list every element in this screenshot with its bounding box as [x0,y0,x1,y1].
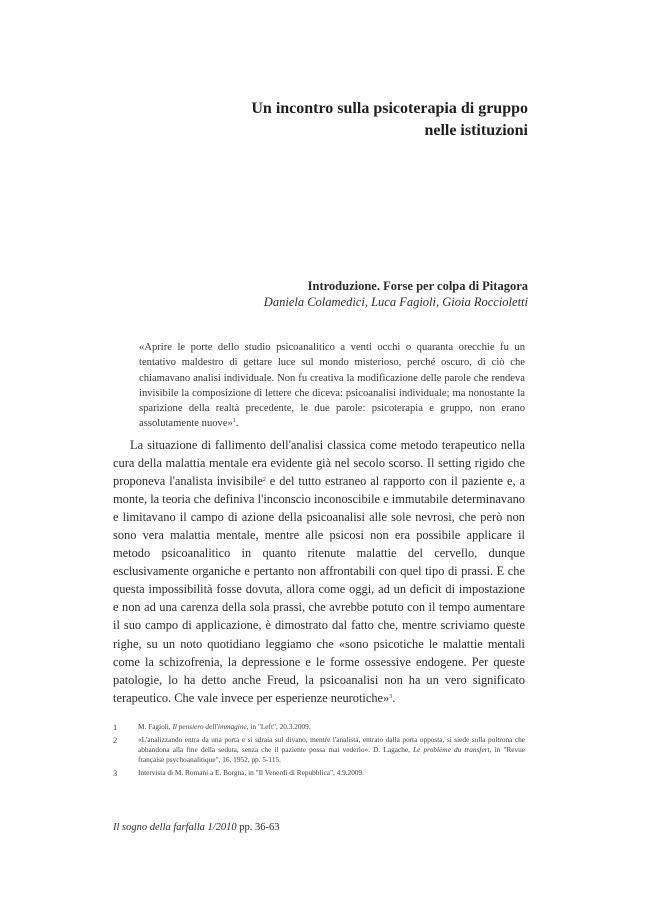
footnote-number: 2 [113,735,118,745]
chapter-title-line-1: Un incontro sulla psicoterapia di gruppo [251,100,528,117]
body-text [113,436,525,707]
quote-text: «Aprire le porte dello studio psicoanalitico a venti occhi o quaranta orecchie fu un tentativo maldestro di gettare luce sul mondo misterioso, perché oscuro, di ciò che chiamavano analisi individuale. Non fu creativa la modificazione delle parole che rendeva invisibile la composizione di lettere che diceva: psicoanalisi individuale; ma nonostante la sparizione della realtà precedente, le due parole: psicoterapia e gruppo, non erano assolutamente nuove» [139,342,525,430]
quote-end: . [235,418,239,430]
footnote [113,722,525,732]
chapter-title [108,98,528,142]
footnote-ref-2[interactable]: 2 [262,477,266,484]
section-authors: Daniela Colamedici, Luca Fagioli, Gioia Roccioletti [263,295,528,309]
body-part-2: e del tutto estraneo al rapporto con il paziente e, a monte, la teoria che definiva l'inconscio inconoscibile e immutabile determinavano e limitavano il campo di azione della psicoanalisi alle sole nevrosi, che però non sono vera malattia mentale, mentre alle psicosi non era possibile applicare il metodo psicoanalitico in quanto ritenute malattie del cervello, dunque esclusivamente organiche e pertanto non affrontabili con quel tipo di prassi. E che questa impossibilità fosse dovuta, allora come oggi, ad un deficit di impostazione e non ad una carenza della sola prassi, che avrebbe potuto con il tempo aumentare il suo campo di applicazione, è dimostrato dal fatto che, mentre scriviamo queste righe, su un noto quotidiano leggiamo che «sono psicotiche le malattie mentali come la schizofrenia, la depressione e le forme ossessive endogene. Per queste patologie, lo ha detto anche Freud, la psicoanalisi non ha un vero significato terapeutico. Che vale invece per esperienze neurotiche» [113,474,525,705]
footnote-title: Le problème du transfert [413,745,490,754]
footnotes [113,722,525,781]
body-part-1: La situazione di fallimento dell'analisi classica come metodo terapeutico nella cura della malattia mentale era evidente già nel secolo scorso. Il setting rigido che proponeva l'analista invisibile [113,438,525,489]
footnote-text: , in "Revue française psychoanalitique", 16, 1952, pp. 5-115. [138,745,525,764]
section-header [108,278,528,310]
footnote-text: «L'analizzando entra da una porta e si sdraia sul divano, mentre l'analista, entrato dalla porta opposta, si siede sulla poltrona che abbandona alla fine della seduta, senza che il paziente possa mai vederlo». D. Lagache, [138,735,525,754]
journal-name: Il sogno della farfalla 1/2010 [113,822,237,833]
footnote-number: 3 [113,768,118,778]
footnote-text: , in "Left", 20.3.2009. [246,722,311,731]
journal-pages: pp. 36-63 [236,822,280,833]
footnote [113,735,525,765]
footnote-number: 1 [113,722,118,732]
epigraph-quote [139,340,525,432]
footnote-ref-3[interactable]: 3 [389,693,393,700]
footnote-title: Il pensiero dell'immagine [172,722,247,731]
footnote [113,768,525,778]
footnote-ref-1[interactable]: 1 [232,418,236,425]
chapter-title-line-2: nelle istituzioni [424,122,528,139]
journal-citation [113,822,280,833]
footnote-text: M. Fagioli, [138,722,173,731]
footnote-text: Intervista di M. Romani a E. Borgna, in "Il Venerdì di Repubblica", 4.9.2009. [138,768,364,777]
body-paragraph [113,436,525,707]
body-end: . [392,690,396,705]
section-heading: Introduzione. Forse per colpa di Pitagora [307,279,528,293]
